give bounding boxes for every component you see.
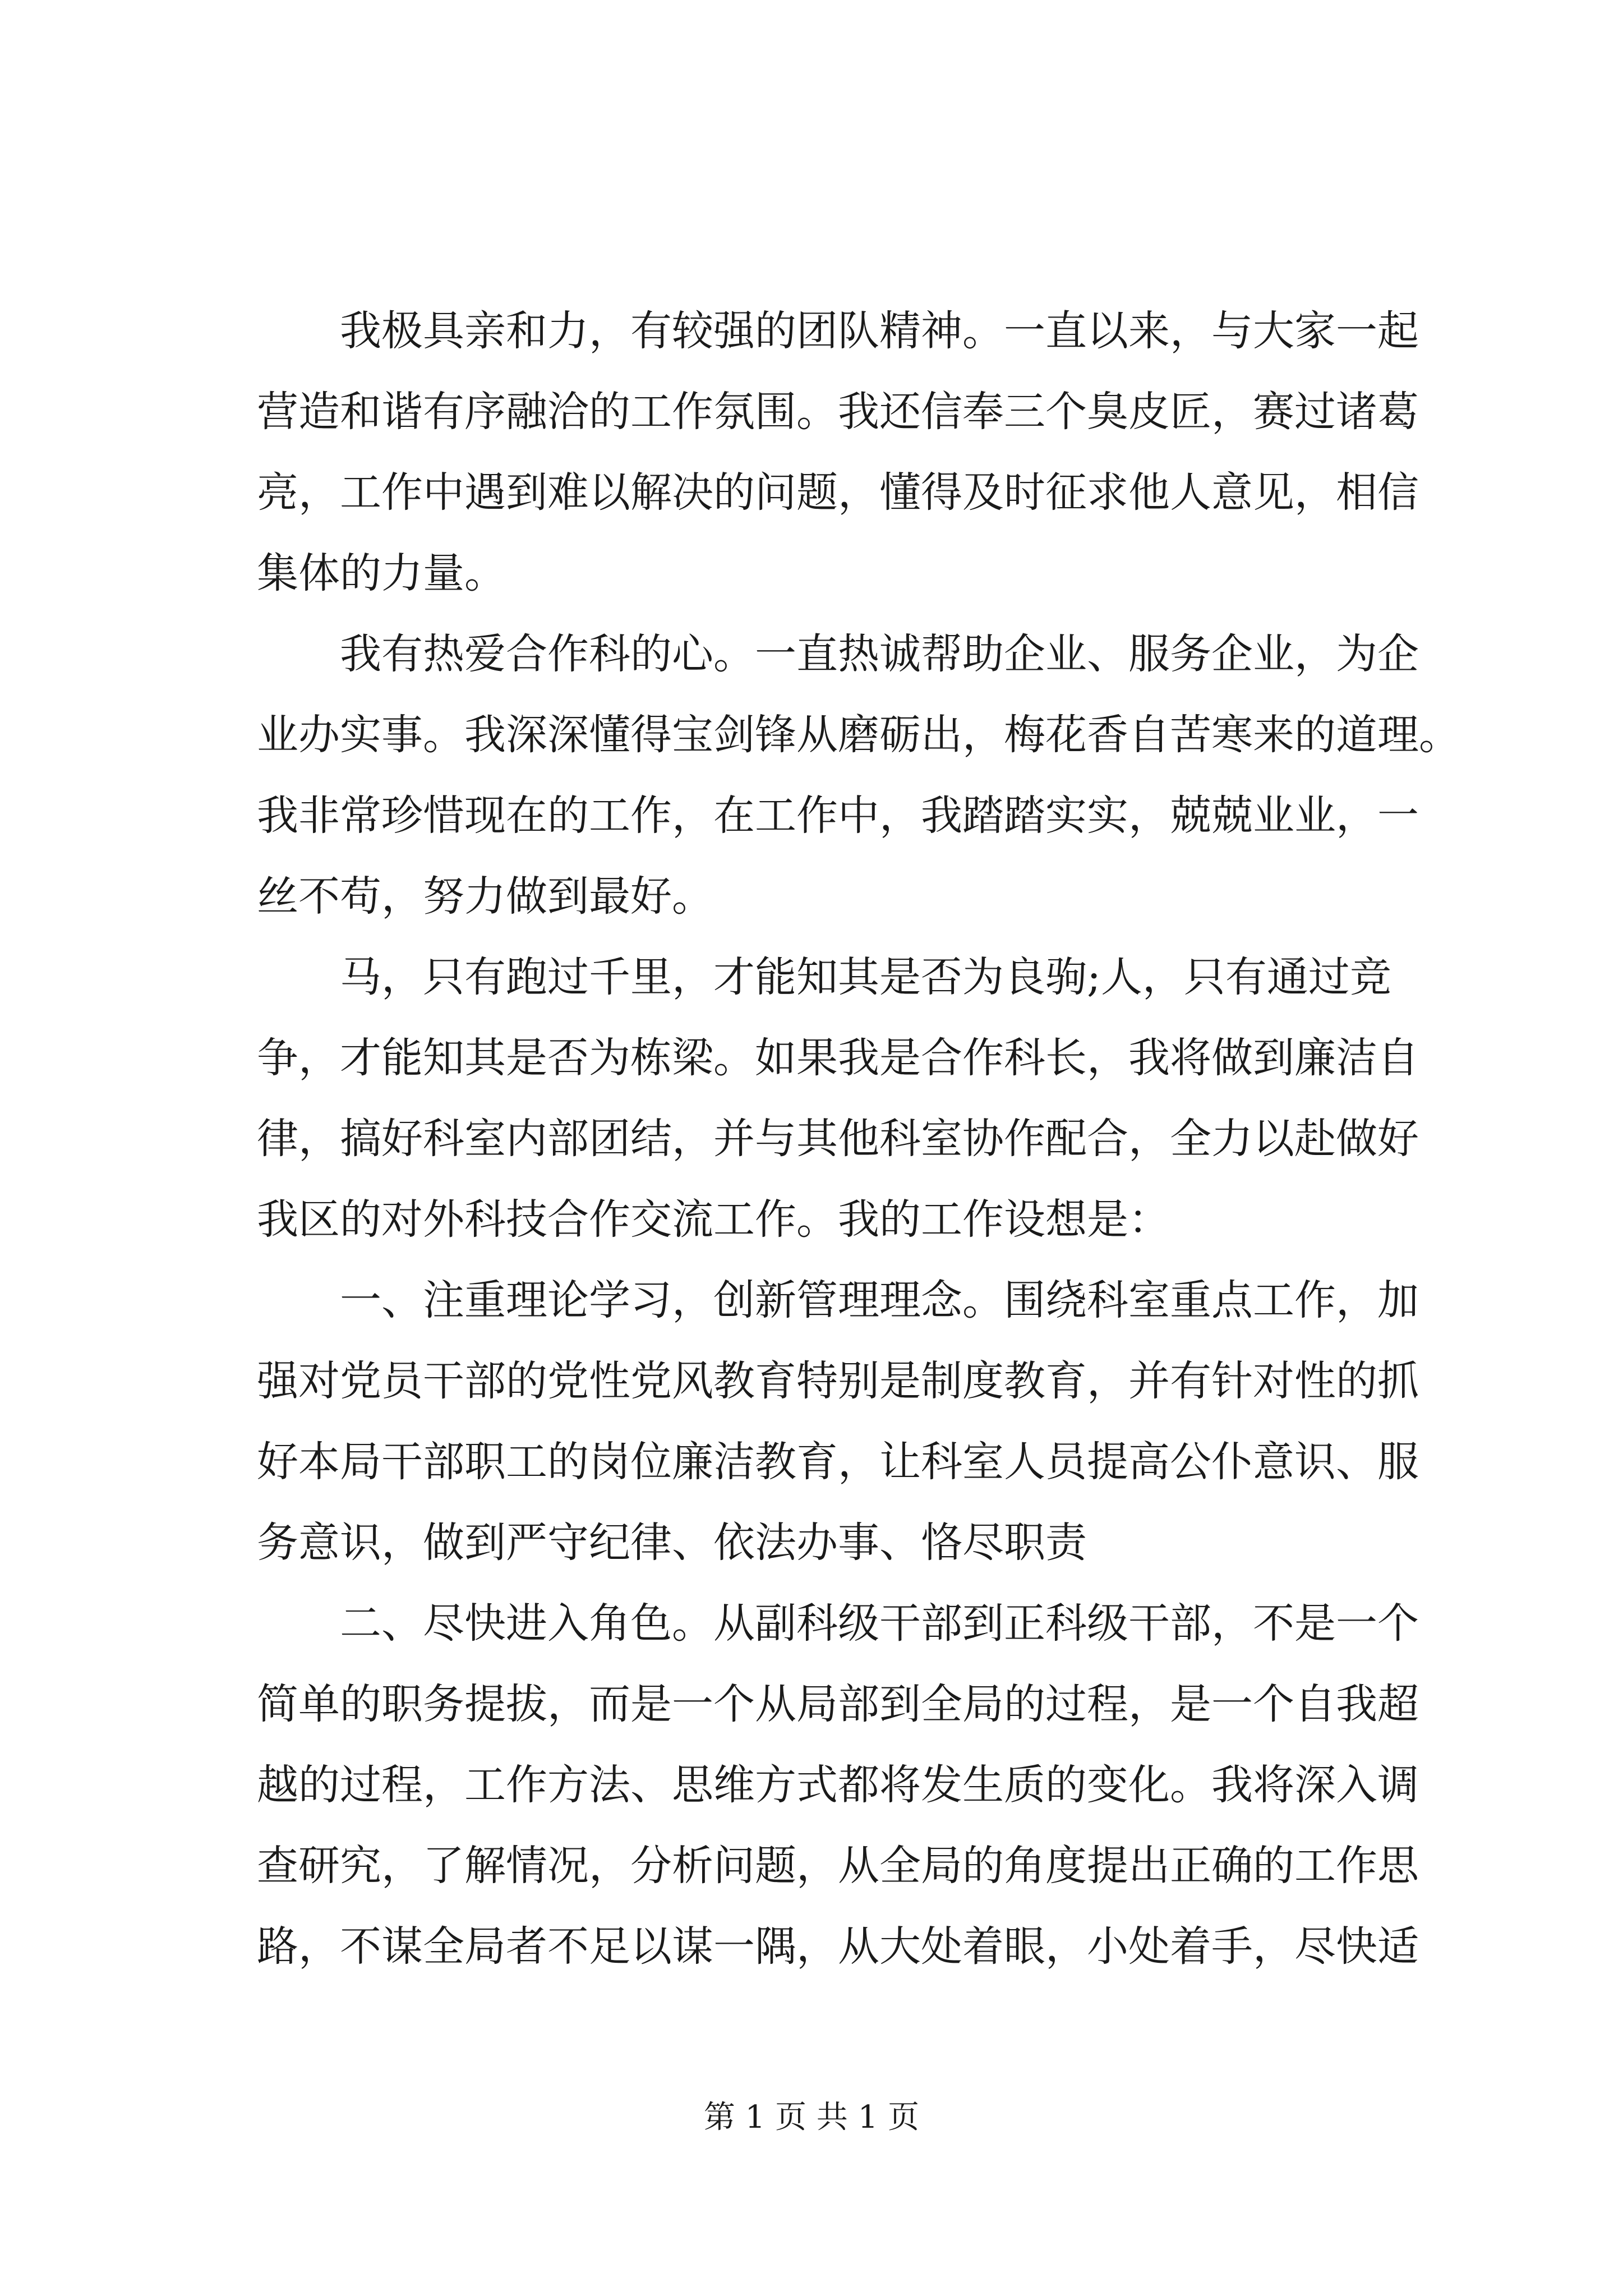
text-line: 律，搞好科室内部团结，并与其他科室协作配合，全力以赴做好: [257, 1115, 1419, 1163]
document-body: [257, 291, 1460, 1987]
text-line: 营造和谐有序融洽的工作氛围。我还信奉三个臭皮匠，赛过诸葛: [257, 388, 1419, 436]
text-line: 越的过程，工作方法、思维方式都将发生质的变化。我将深入调: [257, 1761, 1419, 1809]
text-line: 好本局干部职工的岗位廉洁教育，让科室人员提高公仆意识、服: [257, 1438, 1419, 1486]
text-line: 一、注重理论学习，创新管理理念。围绕科室重点工作，加: [257, 1276, 1419, 1324]
text-line: 强对党员干部的党性党风教育特别是制度教育，并有针对性的抓: [257, 1357, 1419, 1405]
text-line: 业办实事。我深深懂得宝剑锋从磨砺出，梅花香自苦寒来的道理。: [257, 711, 1460, 759]
text-line: 二、尽快进入角色。从副科级干部到正科级干部，不是一个: [257, 1599, 1419, 1648]
text-line: 我有热爱合作科的心。一直热诚帮助企业、服务企业，为企: [257, 630, 1419, 678]
text-line: 简单的职务提拔，而是一个从局部到全局的过程，是一个自我超: [257, 1680, 1419, 1728]
text-line: 务意识，做到严守纪律、依法办事、恪尽职责: [257, 1519, 1087, 1567]
text-line: 争，才能知其是否为栋梁。如果我是合作科长，我将做到廉洁自: [257, 1034, 1419, 1082]
text-line: 丝不苟，努力做到最好。: [257, 872, 713, 921]
text-line: 马，只有跑过千里，才能知其是否为良驹;人，只有通过竞: [257, 953, 1391, 1001]
text-line: 亮，工作中遇到难以解决的问题，懂得及时征求他人意见，相信: [257, 468, 1419, 517]
text-line: 集体的力量。: [257, 549, 506, 597]
text-line: 我极具亲和力，有较强的团队精神。一直以来，与大家一起: [257, 307, 1419, 355]
text-line: 我区的对外科技合作交流工作。我的工作设想是：: [257, 1195, 1170, 1244]
text-line: 路，不谋全局者不足以谋一隅，从大处着眼，小处着手，尽快适: [257, 1922, 1419, 1971]
text-line: 查研究，了解情况，分析问题，从全局的角度提出正确的工作思: [257, 1842, 1419, 1890]
text-line: 我非常珍惜现在的工作，在工作中，我踏踏实实，兢兢业业，一: [257, 792, 1419, 840]
page-footer: 第 1 页 共 1 页: [703, 2099, 920, 2136]
